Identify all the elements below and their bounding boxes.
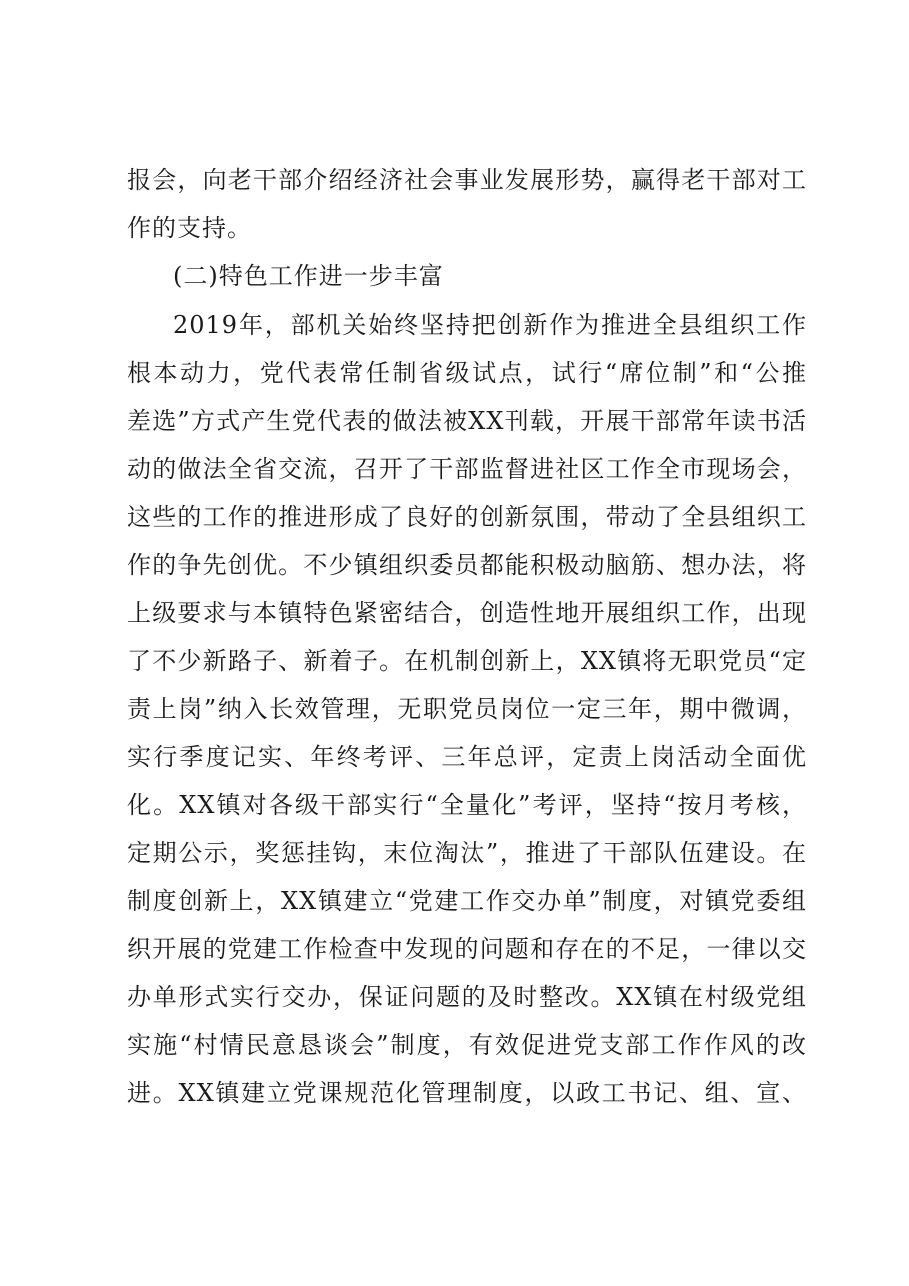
section-heading: (二)特色工作进一步丰富 [173, 262, 444, 290]
text-line: 上级要求与本镇特色紧密结合，创造性地开展组织工作，出现 [127, 599, 807, 627]
text-line: 进。XX镇建立党课规范化管理制度，以政工书记、组、宣、 [127, 1079, 807, 1107]
text-line: 作的争先创优。不少镇组织委员都能积极动脑筋、想办法，将 [127, 551, 807, 579]
text-line: 实施“村情民意恳谈会”制度，有效促进党支部工作作风的改 [127, 1031, 807, 1059]
text-line: 化。XX镇对各级干部实行“全量化”考评，坚持“按月考核， [127, 791, 807, 819]
text-line: 了不少新路子、新着子。在机制创新上，XX镇将无职党员“定 [127, 647, 807, 675]
text-line: 这些的工作的推进形成了良好的创新氛围，带动了全县组织工 [127, 503, 807, 531]
text-line: 报会，向老干部介绍经济社会事业发展形势，赢得老干部对工 [127, 166, 807, 194]
text-line: 根本动力，党代表常任制省级试点，试行“席位制”和“公推 [127, 359, 807, 387]
text-line: 办单形式实行交办，保证问题的及时整改。XX镇在村级党组 [127, 983, 807, 1011]
text-line: 制度创新上，XX镇建立“党建工作交办单”制度，对镇党委组 [127, 887, 807, 915]
text-line: 2019年，部机关始终坚持把创新作为推进全县组织工作 [173, 311, 807, 339]
text-line: 定期公示，奖惩挂钩，末位淘汰”，推进了干部队伍建设。在 [127, 839, 807, 867]
text-line: 作的支持。 [127, 214, 252, 242]
text-line: 责上岗”纳入长效管理，无职党员岗位一定三年，期中微调， [127, 695, 807, 723]
text-line: 差选”方式产生党代表的做法被XX刊载，开展干部常年读书活 [127, 407, 807, 435]
text-line: 动的做法全省交流，召开了干部监督进社区工作全市现场会， [127, 455, 807, 483]
text-line: 实行季度记实、年终考评、三年总评，定责上岗活动全面优 [127, 743, 807, 771]
text-line: 织开展的党建工作检查中发现的问题和存在的不足，一律以交 [127, 935, 807, 963]
